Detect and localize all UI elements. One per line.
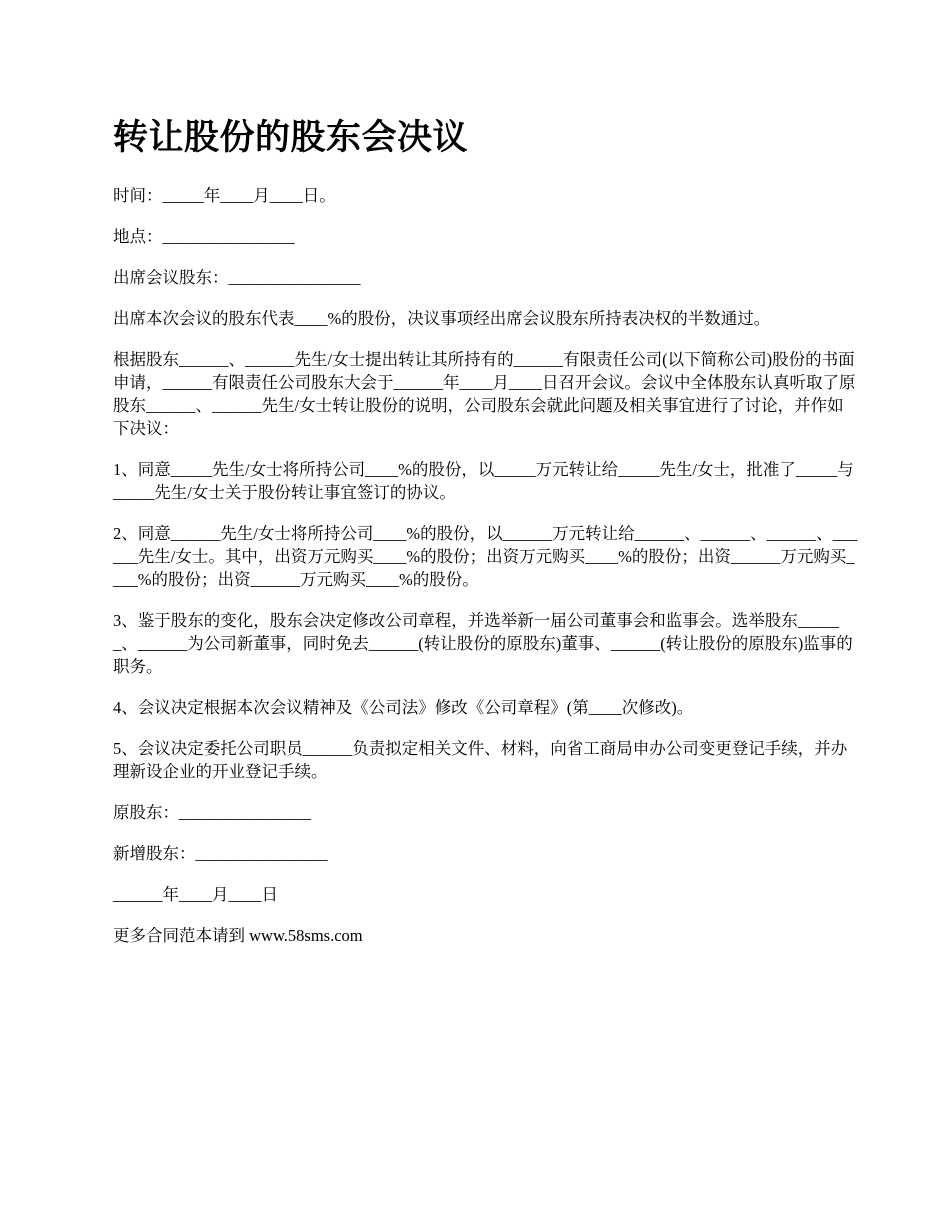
attending-shareholders: 出席会议股东：________________ — [113, 268, 361, 287]
new-shareholder-signature: 新增股东：________________ — [113, 844, 328, 863]
signature-date: ______年____月____日 — [113, 885, 278, 904]
attendance-statement: 出席本次会议的股东代表____%的股份，决议事项经出席会议股东所持表决权的半数通过。 — [113, 309, 771, 328]
resolution-item-2: 2、同意______先生/女士将所持公司____%的股份，以______万元转让给______、______、______、______先生/女士。其中，出资万元购买____%的股份；出资万元购买____%的股份；出资______万元购买____%的股份；出资______万元购买____%的股份。 — [113, 524, 858, 589]
meeting-location: 地点：________________ — [113, 227, 295, 246]
footer-note: 更多合同范本请到 www.58sms.com — [113, 926, 363, 945]
resolution-item-3: 3、鉴于股东的变化，股东会决定修改公司章程，并选举新一届公司董事会和监事会。选举股东______、______为公司新董事，同时免去______(转让股份的原股东)董事、______(转让股份的原股东)监事的职务。 — [113, 611, 853, 676]
document-page — [113, 112, 858, 965]
document-title: 转让股份的股东会决议 — [113, 118, 469, 157]
resolution-item-5: 5、会议决定委托公司职员______负责拟定相关文件、材料，向省工商局申办公司变更登记手续，并办理新设企业的开业登记手续。 — [113, 739, 848, 781]
original-shareholder-signature: 原股东：________________ — [113, 803, 311, 822]
resolution-item-1: 1、同意_____先生/女士将所持公司____%的股份，以_____万元转让给_____先生/女士，批准了_____与_____先生/女士关于股份转让事宜签订的协议。 — [113, 460, 854, 502]
resolution-item-4: 4、会议决定根据本次会议精神及《公司法》修改《公司章程》(第____次修改)。 — [113, 698, 694, 717]
background-paragraph: 根据股东______、______先生/女士提出转让其所持有的______有限责任公司(以下简称公司)股份的书面申请，______有限责任公司股东大会于______年____月____日召开会议。会议中全体股东认真听取了原股东______、______先生/女士转让股份的说明，公司股东会就此问题及相关事宜进行了讨论，并作如下决议： — [113, 350, 856, 438]
meeting-time: 时间：_____年____月____日。 — [113, 186, 336, 205]
